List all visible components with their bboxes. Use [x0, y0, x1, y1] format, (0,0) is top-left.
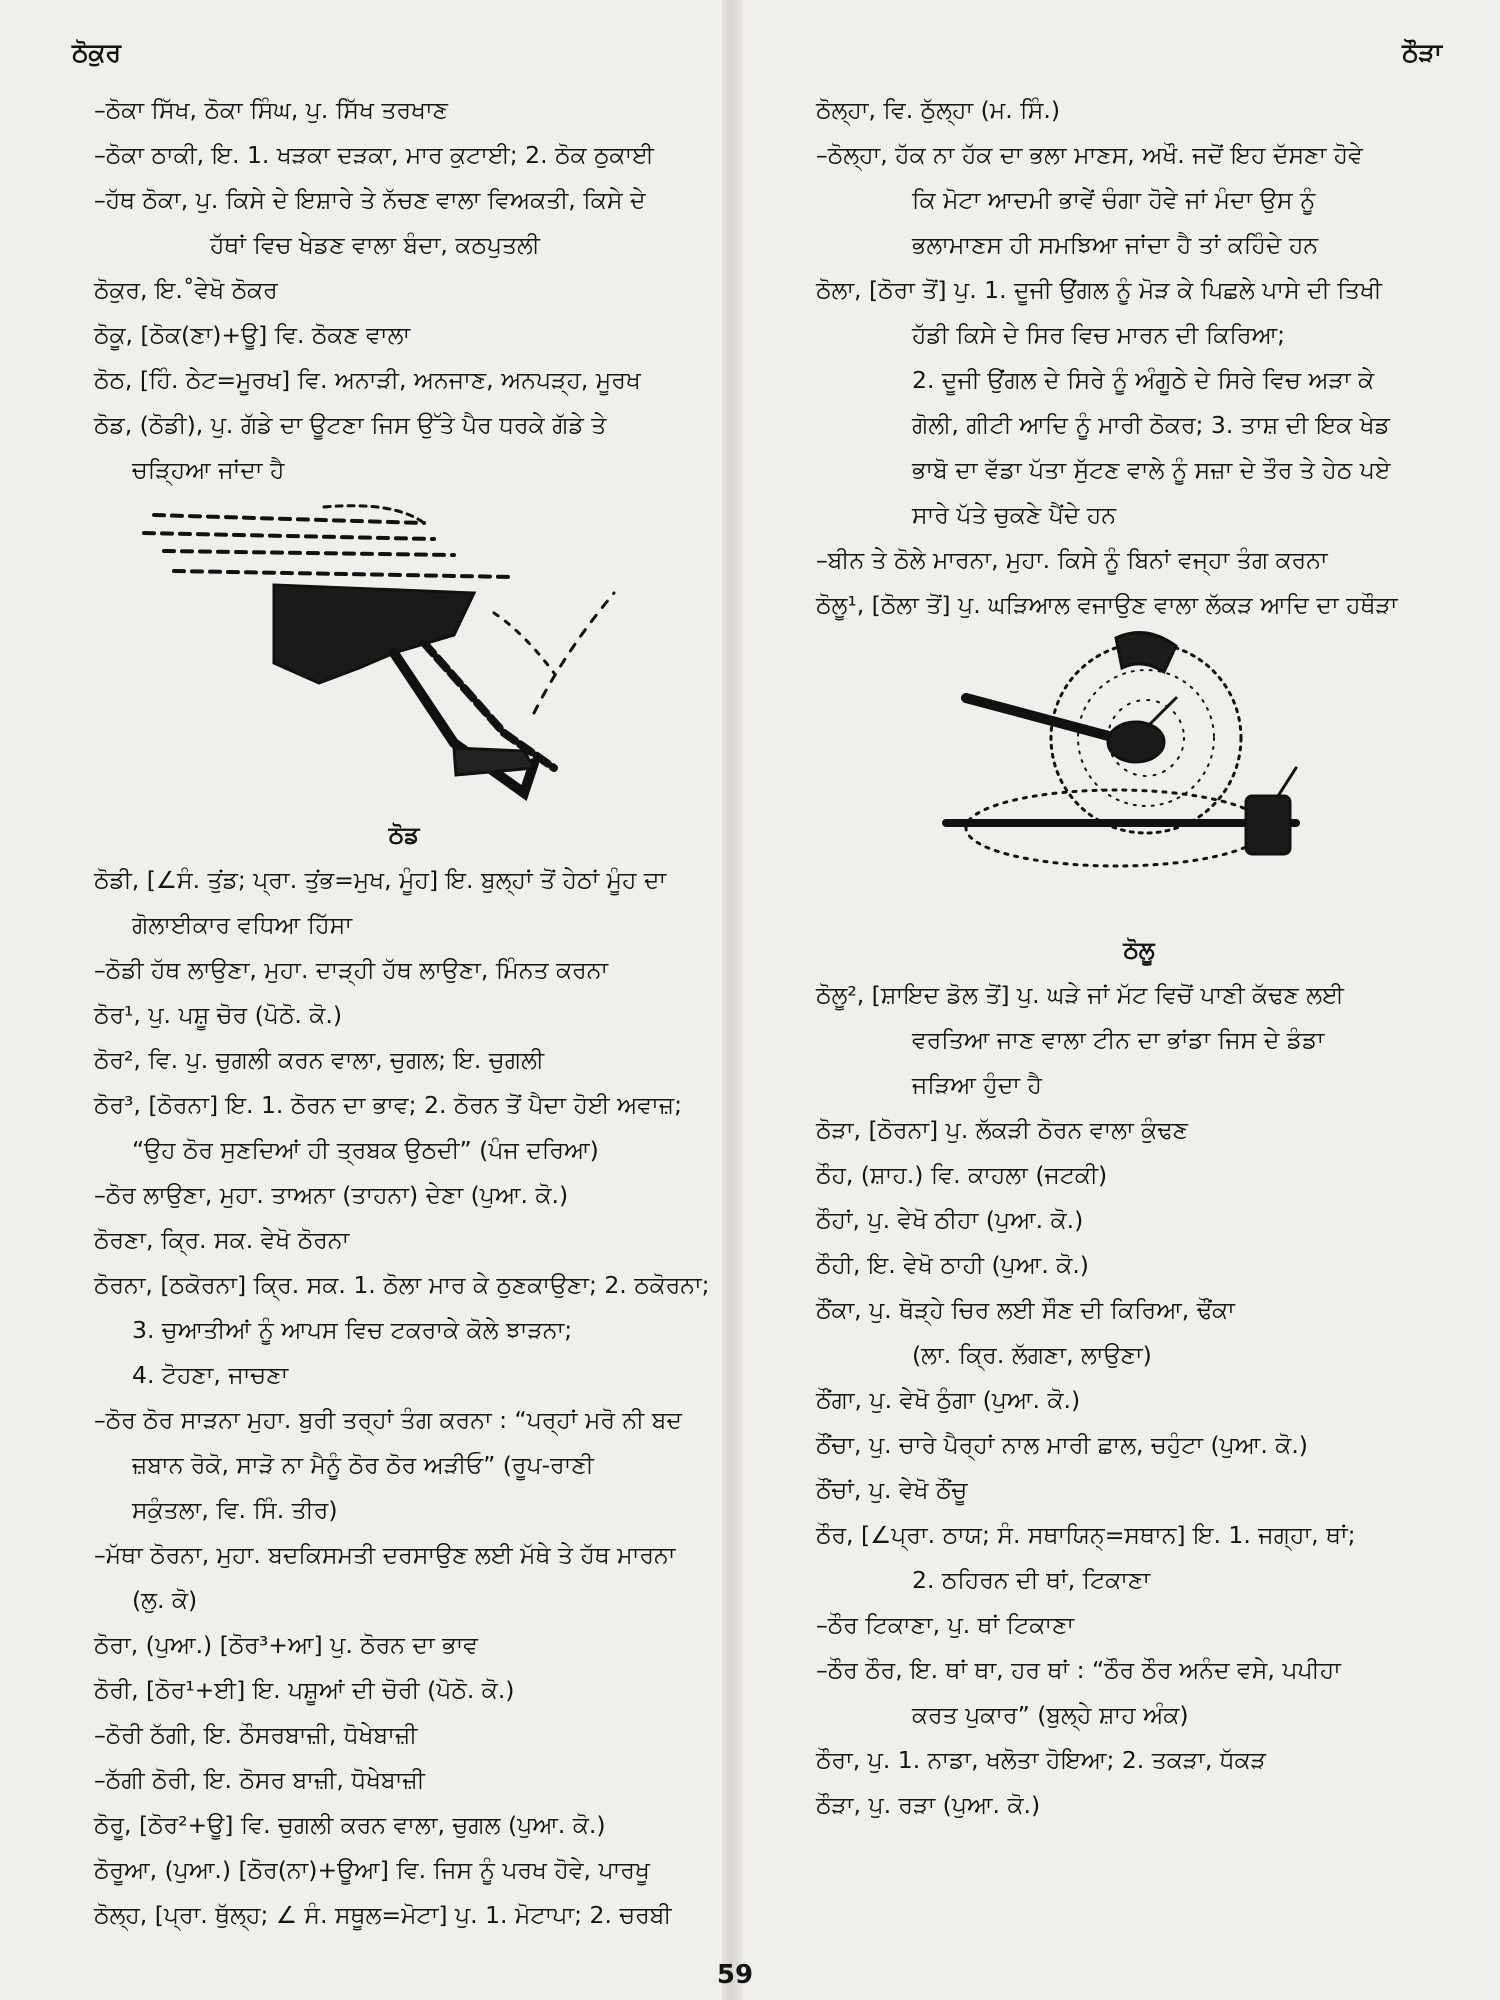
cart-step-illustration	[94, 493, 654, 813]
dictionary-entry-line: 2. ਦੂਜੀ ਉਂਗਲ ਦੇ ਸਿਰੇ ਨੂੰ ਅੰਗੂਠੇ ਦੇ ਸਿਰੇ ਵਿਚ ਅੜਾ ਕੇ	[912, 366, 1375, 394]
dictionary-entry-line: –ਠੋਰ ਠੋਰ ਸਾੜਨਾ ਮੁਹਾ. ਬੁਰੀ ਤਰ੍ਹਾਂ ਤੰਗ ਕਰਨਾ : “ਪਰ੍ਹਾਂ ਮਰੋ ਨੀ ਬਦ	[94, 1406, 682, 1434]
dictionary-entry-line: ਠੋਡ, (ਠੋਡੀ), ਪੁ. ਗੱਡੇ ਦਾ ਊਟਣਾ ਜਿਸ ਉੱਤੇ ਪੈਰ ਧਰਕੇ ਗੱਡੇ ਤੇ	[94, 411, 607, 439]
dictionary-entry-line: –ਠੋਰੀ ਠੱਗੀ, ਇ. ਠੌਸਰਬਾਜ਼ੀ, ਧੋਖੇਬਾਜ਼ੀ	[94, 1721, 418, 1749]
dictionary-entry-line: –ਮੱਥਾ ਠੋਰਨਾ, ਮੁਹਾ. ਬਦਕਿਸਮਤੀ ਦਰਸਾਉਣ ਲਈ ਮੱਥੇ ਤੇ ਹੱਥ ਮਾਰਨਾ	[94, 1541, 676, 1569]
left-column	[94, 88, 714, 1938]
dictionary-entry-line: ਹੱਥਾਂ ਵਿਚ ਖੇਡਣ ਵਾਲਾ ਬੰਦਾ, ਕਠਪੁਤਲੀ	[210, 231, 540, 259]
dictionary-entry-line: ਠੋਠ, [ਹਿੰ. ਠੇਟ=ਮੂਰਖ] ਵਿ. ਅਨਾੜੀ, ਅਨਜਾਣ, ਅਨਪੜ੍ਹ, ਮੂਰਖ	[94, 366, 641, 394]
dictionary-entry-line: ਠੋਰ³, [ਠੋਰਨਾ] ਇ. 1. ਠੋਰਨ ਦਾ ਭਾਵ; 2. ਠੋਰਨ ਤੋਂ ਪੈਦਾ ਹੋਈ ਅਵਾਜ਼;	[94, 1091, 683, 1119]
dictionary-entry-line: (ਲੁ. ਕੋ)	[132, 1586, 198, 1614]
dictionary-entry-line: ਭਲਾਮਾਣਸ ਹੀ ਸਮਝਿਆ ਜਾਂਦਾ ਹੈ ਤਾਂ ਕਹਿੰਦੇ ਹਨ	[912, 231, 1319, 259]
dictionary-entry-line: –ਠੋਕਾ ਸਿੱਖ, ਠੋਕਾ ਸਿੰਘ, ਪੁ. ਸਿੱਖ ਤਰਖਾਣ	[94, 96, 448, 124]
dictionary-entry-line: ਠੋਲੂ², [ਸ਼ਾਇਦ ਡੋਲ ਤੋਂ] ਪੁ. ਘੜੇ ਜਾਂ ਮੱਟ ਵਿਚੋਂ ਪਾਣੀ ਕੱਢਣ ਲਈ	[816, 981, 1344, 1009]
dictionary-entry-line: ਵਰਤਿਆ ਜਾਣ ਵਾਲਾ ਟੀਨ ਦਾ ਭਾਂਡਾ ਜਿਸ ਦੇ ਡੰਡਾ	[912, 1026, 1325, 1054]
dictionary-entry-line: –ਠੌਰ ਟਿਕਾਣਾ, ਪੁ. ਥਾਂ ਟਿਕਾਣਾ	[816, 1611, 1075, 1639]
dictionary-entry-line: ਠੋਲੂ¹, [ਠੋਲਾ ਤੋਂ] ਪੁ. ਘੜਿਆਲ ਵਜਾਉਣ ਵਾਲਾ ਲੱਕੜ ਆਦਿ ਦਾ ਹਥੌੜਾ	[816, 591, 1398, 619]
dictionary-entry-line: ਠੋਰੂਆ, (ਪੁਆ.) [ਠੋਰ(ਨਾ)+ਊਆ] ਵਿ. ਜਿਸ ਨੂੰ ਪਰਖ ਹੋਵੇ, ਪਾਰਖੂ	[94, 1856, 650, 1884]
dictionary-entry-line: 2. ਠਹਿਰਨ ਦੀ ਥਾਂ, ਟਿਕਾਣਾ	[912, 1566, 1151, 1594]
right-entries-bottom	[816, 973, 1462, 1828]
dictionary-entry-line: ਕਿ ਮੋਟਾ ਆਦਮੀ ਭਾਵੇਂ ਚੰਗਾ ਹੋਵੇ ਜਾਂ ਮੰਦਾ ਉਸ ਨੂੰ	[912, 186, 1316, 214]
dictionary-entry-line: ਚੜ੍ਹਿਆ ਜਾਂਦਾ ਹੈ	[132, 456, 285, 484]
figure-caption-thod: ਠੋਡ	[388, 821, 420, 849]
dictionary-entry-line: ਠੋਲ੍ਹਾ, ਵਿ. ਠੁੱਲ੍ਹਾ (ਮ. ਸਿੰ.)	[816, 96, 1061, 124]
dictionary-entry-line: ਠੋੜਾ, [ਠੋਰਨਾ] ਪੁ. ਲੱਕੜੀ ਠੋਰਨ ਵਾਲਾ ਕੁੰਢਣ	[816, 1116, 1188, 1144]
dictionary-entry-line: ਠੌਂਚਾ, ਪੁ. ਚਾਰੇ ਪੈਰ੍ਹਾਂ ਨਾਲ ਮਾਰੀ ਛਾਲ, ਚਹੁੰਟਾ (ਪੁਆ. ਕੋ.)	[816, 1431, 1308, 1459]
dictionary-entry-line: –ਬੀਨ ਤੇ ਠੋਲੇ ਮਾਰਨਾ, ਮੁਹਾ. ਕਿਸੇ ਨੂੰ ਬਿਨਾਂ ਵਜ੍ਹਾ ਤੰਗ ਕਰਨਾ	[816, 546, 1328, 574]
dictionary-entry-line: ਠੌਂਗਾ, ਪੁ. ਵੇਖੋ ਠੁੰਗਾ (ਪੁਆ. ਕੋ.)	[816, 1386, 1081, 1414]
dictionary-entry-line: –ਠੋਰ ਲਾਉਣਾ, ਮੁਹਾ. ਤਾਅਨਾ (ਤਾਹਨਾ) ਦੇਣਾ (ਪੁਆ. ਕੋ.)	[94, 1181, 569, 1209]
left-guide-word: ਠੋਕੁਰ	[72, 38, 121, 67]
dictionary-entry-line: ਠੋਰ², ਵਿ. ਪੁ. ਚੁਗਲੀ ਕਰਨ ਵਾਲਾ, ਚੁਗਲ; ਇ. ਚੁਗਲੀ	[94, 1046, 545, 1074]
page-gutter	[722, 0, 742, 2000]
gong-mallet-illustration	[816, 628, 1436, 928]
dictionary-entry-line: ਠੋਰਣਾ, ਕ੍ਰਿ. ਸਕ. ਵੇਖੋ ਠੋਰਨਾ	[94, 1226, 350, 1254]
dictionary-entry-line: ਠੌਂਕਾ, ਪੁ. ਥੋੜ੍ਹੇ ਚਿਰ ਲਈ ਸੌਣ ਦੀ ਕਿਰਿਆ, ਢੌਂਕਾ	[816, 1296, 1235, 1324]
dictionary-entry-line: ਗੋਲੀ, ਗੀਟੀ ਆਦਿ ਨੂੰ ਮਾਰੀ ਠੋਕਰ; 3. ਤਾਸ਼ ਦੀ ਇਕ ਖੇਡ	[912, 411, 1390, 439]
dictionary-entry-line: ਠੋਲ੍ਹ, [ਪ੍ਰਾ. ਥੁੱਲ੍ਹ; ∠ ਸੰ. ਸਥੂਲ=ਮੋਟਾ] ਪੁ. 1. ਮੋਟਾਪਾ; 2. ਚਰਬੀ	[94, 1901, 672, 1929]
dictionary-entry-line: ਠੌਰਾ, ਪੁ. 1. ਨਾਡਾ, ਖਲੋਤਾ ਹੋਇਆ; 2. ਤਕੜਾ, ਧੱਕੜ	[816, 1746, 1266, 1774]
dictionary-entry-line: ਠੋਰਨਾ, [ਠਕੋਰਨਾ] ਕ੍ਰਿ. ਸਕ. 1. ਠੋਲਾ ਮਾਰ ਕੇ ਠੁਣਕਾਉਣਾ; 2. ਠਕੋਰਨਾ;	[94, 1271, 710, 1299]
dictionary-entry-line: (ਲਾ. ਕ੍ਰਿ. ਲੱਗਣਾ, ਲਾਉਣਾ)	[912, 1341, 1152, 1369]
dictionary-entry-line: ਗੋਲਾਈਕਾਰ ਵਧਿਆ ਹਿੱਸਾ	[132, 911, 353, 939]
right-entries-top	[816, 88, 1462, 628]
dictionary-entry-line: ਠੌਹਾਂ, ਪੁ. ਵੇਖੋ ਠੀਹਾ (ਪੁਆ. ਕੋ.)	[816, 1206, 1084, 1234]
page-number: 59	[716, 1960, 754, 1990]
dictionary-entry-line: ਠੋਰੂ, [ਠੋਰ²+ਊ] ਵਿ. ਚੁਗਲੀ ਕਰਨ ਵਾਲਾ, ਚੁਗਲ (ਪੁਆ. ਕੋ.)	[94, 1811, 606, 1839]
dictionary-entry-line: ਭਾਬੋ ਦਾ ਵੱਡਾ ਪੱਤਾ ਸੁੱਟਣ ਵਾਲੇ ਨੂੰ ਸਜ਼ਾ ਦੇ ਤੌਰ ਤੇ ਹੇਠ ਪਏ	[912, 456, 1391, 484]
dictionary-entry-line: ਠੋਲਾ, [ਠੋਰਾ ਤੋਂ] ਪੁ. 1. ਦੂਜੀ ਉਂਗਲ ਨੂੰ ਮੋੜ ਕੇ ਪਿਛਲੇ ਪਾਸੇ ਦੀ ਤਿਖੀ	[816, 276, 1382, 304]
figure-caption-tholu: ਠੋਲੂ	[1123, 936, 1155, 964]
dictionary-entry-line: ਸਾਰੇ ਪੱਤੇ ਚੁਕਣੇ ਪੈਂਦੇ ਹਨ	[912, 501, 1117, 529]
dictionary-entry-line: ਠੌਹ, (ਸ਼ਾਹ.) ਵਿ. ਕਾਹਲਾ (ਜਟਕੀ)	[816, 1161, 1108, 1189]
dictionary-entry-line: –ਠੋਕਾ ਠਾਕੀ, ਇ. 1. ਖੜਕਾ ਦੜਕਾ, ਮਾਰ ਕੁਟਾਈ; 2. ਠੋਕ ਠੁਕਾਈ	[94, 141, 654, 169]
dictionary-entry-line: ਸਕੁੰਤਲਾ, ਵਿ. ਸਿੰ. ਤੀਰ)	[132, 1496, 338, 1524]
dictionary-entry-line: ਕਰਤ ਪੁਕਾਰ” (ਬੁਲ੍ਹੇ ਸ਼ਾਹ ਅੰਕ)	[912, 1701, 1189, 1729]
dictionary-entry-line: ਠੌੜਾ, ਪੁ. ਰੜਾ (ਪੁਆ. ਕੋ.)	[816, 1791, 1041, 1819]
dictionary-entry-line: ਠੌਰ, [∠ਪ੍ਰਾ. ਠਾਯ; ਸੰ. ਸਥਾਯਿਨ੍=ਸਥਾਨ] ਇ. 1. ਜਗ੍ਹਾ, ਥਾਂ;	[816, 1521, 1356, 1549]
dictionary-entry-line: ਠੋਰੀ, [ਠੋਰ¹+ਈ] ਇ. ਪਸ਼ੂਆਂ ਦੀ ਚੋਰੀ (ਪੋਠੋ. ਕੋ.)	[94, 1676, 515, 1704]
dictionary-entry-line: –ਠੌਰ ਠੌਰ, ਇ. ਥਾਂ ਥਾ, ਹਰ ਥਾਂ : “ਠੌਰ ਠੌਰ ਅਨੰਦ ਵਸੇ, ਪਪੀਹਾ	[816, 1656, 1341, 1684]
dictionary-entry-line: ਠੋਕੁਰ, ਇ.˚ਵੇਖੋ ਠੋਕਰ	[94, 276, 278, 304]
left-entries-top	[94, 88, 714, 493]
dictionary-entry-line: –ਠੱਗੀ ਠੋਰੀ, ਇ. ਠੋਸਰ ਬਾਜ਼ੀ, ਧੋਖੇਬਾਜ਼ੀ	[94, 1766, 425, 1794]
left-entries-bottom	[94, 858, 714, 1938]
dictionary-entry-line: ਠੋਰਾ, (ਪੁਆ.) [ਠੋਰ³+ਆ] ਪੁ. ਠੋਰਨ ਦਾ ਭਾਵ	[94, 1631, 479, 1659]
dictionary-entry-line: –ਹੱਥ ਠੋਕਾ, ਪੁ. ਕਿਸੇ ਦੇ ਇਸ਼ਾਰੇ ਤੇ ਨੱਚਣ ਵਾਲਾ ਵਿਅਕਤੀ, ਕਿਸੇ ਦੇ	[94, 186, 646, 214]
dictionary-entry-line: ਠੌਹੀ, ਇ. ਵੇਖੋ ਠਾਹੀ (ਪੁਆ. ਕੋ.)	[816, 1251, 1089, 1279]
dictionary-entry-line: ਜੜਿਆ ਹੁੰਦਾ ਹੈ	[912, 1071, 1042, 1099]
dictionary-entry-line: “ਉਹ ਠੋਰ ਸੁਣਦਿਆਂ ਹੀ ਤ੍ਰਬਕ ਉਠਦੀ” (ਪੰਜ ਦਰਿਆ)	[132, 1136, 599, 1164]
dictionary-entry-line: 3. ਚੁਆਤੀਆਂ ਨੂੰ ਆਪਸ ਵਿਚ ਟਕਰਾਕੇ ਕੋਲੇ ਝਾੜਨਾ;	[132, 1316, 573, 1344]
dictionary-entry-line: ਹੱਡੀ ਕਿਸੇ ਦੇ ਸਿਰ ਵਿਚ ਮਾਰਨ ਦੀ ਕਿਰਿਆ;	[912, 321, 1286, 349]
dictionary-entry-line: –ਠੋਡੀ ਹੱਥ ਲਾਉਣਾ, ਮੁਹਾ. ਦਾੜ੍ਹੀ ਹੱਥ ਲਾਉਣਾ, ਮਿੰਨਤ ਕਰਨਾ	[94, 956, 609, 984]
dictionary-entry-line: 4. ਟੋਹਣਾ, ਜਾਚਣਾ	[132, 1361, 289, 1389]
dictionary-entry-line: –ਠੋਲ੍ਹਾ, ਹੱਕ ਨਾ ਹੱਕ ਦਾ ਭਲਾ ਮਾਣਸ, ਅਖੌ. ਜਦੋਂ ਇਹ ਦੱਸਣਾ ਹੋਵੇ	[816, 141, 1363, 169]
dictionary-entry-line: ਠੌਂਚਾਂ, ਪੁ. ਵੇਖੋ ਠੌਂਚੂ	[816, 1476, 968, 1504]
dictionary-entry-line: ਠੋਡੀ, [∠ਸੰ. ਤੁਂਡ; ਪ੍ਰਾ. ਤੁਂਭ=ਮੁਖ, ਮੂੰਹ] ਇ. ਬੁਲ੍ਹਾਂ ਤੋਂ ਹੇਠਾਂ ਮੂੰਹ ਦਾ	[94, 866, 667, 894]
dictionary-entry-line: ਠੋਰ¹, ਪੁ. ਪਸ਼ੂ ਚੋਰ (ਪੋਠੋ. ਕੋ.)	[94, 1001, 342, 1029]
right-guide-word: ਠੌੜਾ	[1402, 38, 1442, 67]
dictionary-entry-line: ਜ਼ਬਾਨ ਰੋਕੋ, ਸਾੜੋ ਨਾ ਮੈਨੂੰ ਠੋਰ ਠੋਰ ਅੜੀਓ” (ਰੂਪ-ਰਾਣੀ	[132, 1451, 594, 1479]
dictionary-entry-line: ਠੋਕੂ, [ਠੋਕ(ਣਾ)+ਊ] ਵਿ. ਠੋਕਣ ਵਾਲਾ	[94, 321, 411, 349]
right-column	[816, 88, 1462, 1828]
